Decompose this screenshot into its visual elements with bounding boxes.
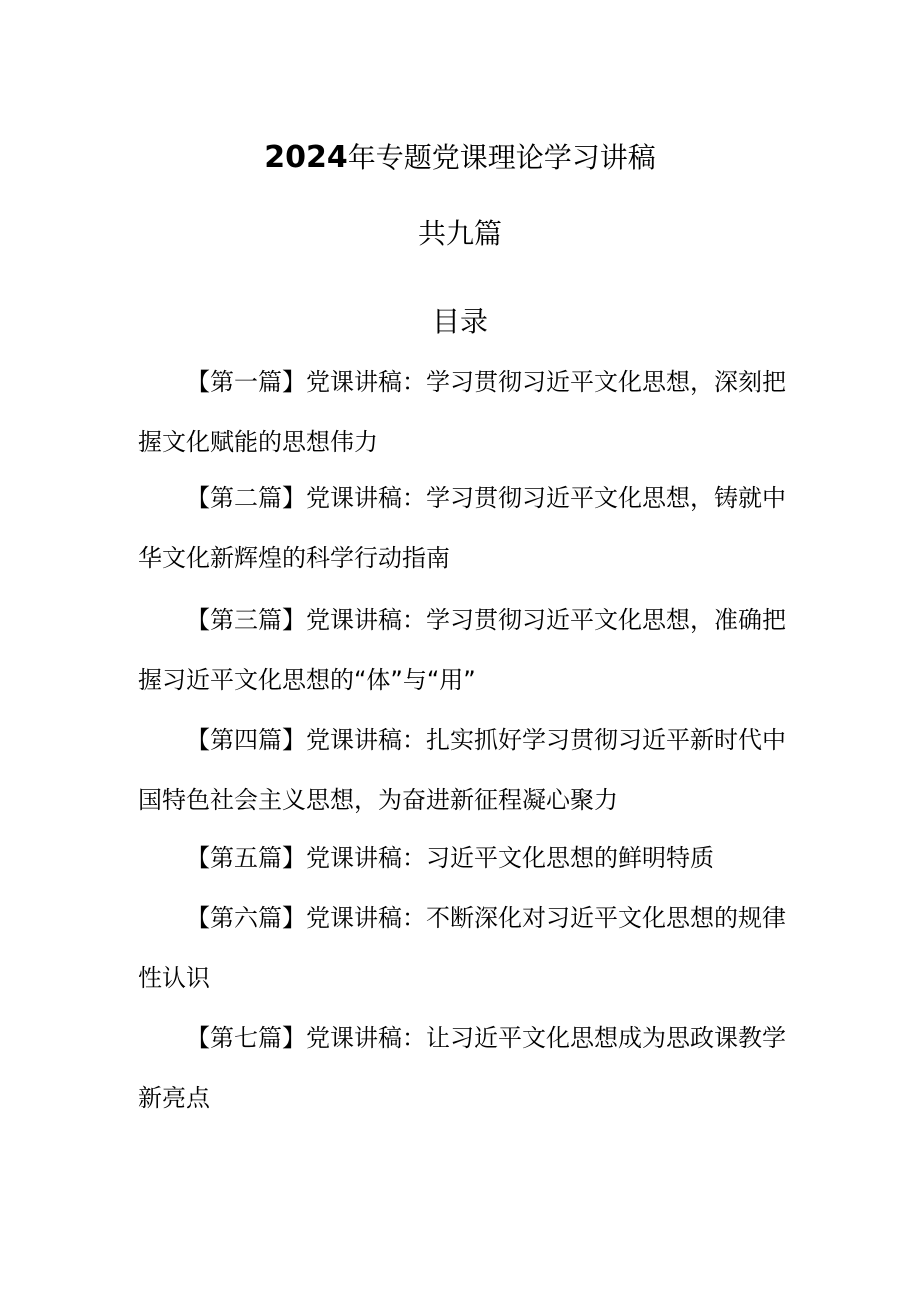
title-year: 2024 bbox=[264, 140, 348, 175]
toc-entry-5: 【第五篇】党课讲稿：习近平文化思想的鲜明特质 bbox=[186, 844, 714, 872]
document-title bbox=[0, 138, 920, 178]
document-subtitle: 共九篇 bbox=[417, 217, 502, 250]
toc-entry-1: 【第一篇】党课讲稿：学习贯彻习近平文化思想，深刻把握文化赋能的思想伟力 bbox=[138, 368, 786, 456]
toc-entry-6: 【第六篇】党课讲稿：不断深化对习近平文化思想的规律性认识 bbox=[138, 904, 786, 992]
toc-entry-7: 【第七篇】党课讲稿：让习近平文化思想成为思政课教学新亮点 bbox=[138, 1024, 786, 1112]
toc-entry-3: 【第三篇】党课讲稿：学习贯彻习近平文化思想，准确把握习近平文化思想的“体”与“用” bbox=[138, 606, 786, 694]
title-text: 年专题党课理论学习讲稿 bbox=[347, 141, 656, 174]
toc-entry-4: 【第四篇】党课讲稿：扎实抓好学习贯彻习近平新时代中国特色社会主义思想，为奋进新征程凝心聚力 bbox=[138, 726, 786, 814]
toc-entry-2: 【第二篇】党课讲稿：学习贯彻习近平文化思想，铸就中华文化新辉煌的科学行动指南 bbox=[138, 484, 786, 572]
toc-heading: 目录 bbox=[431, 305, 488, 338]
